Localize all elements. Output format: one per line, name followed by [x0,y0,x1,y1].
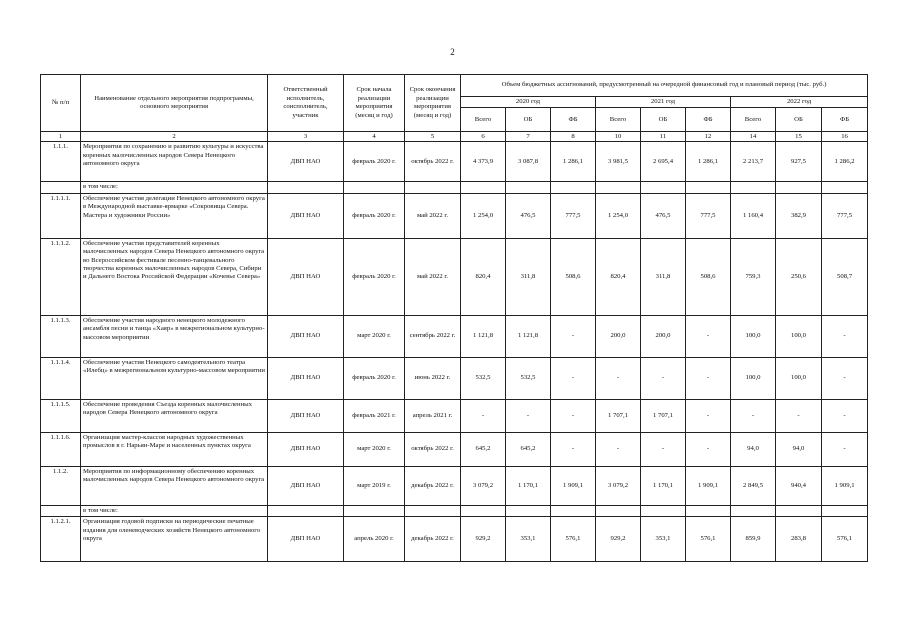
row-value: - [731,399,776,432]
row-responsible: ДВП НАО [268,357,344,399]
row-number: 1.1.1. [41,142,81,182]
note-empty-cell [551,505,596,516]
row-value: 100,0 [731,315,776,357]
header-fb: ФБ [686,108,731,132]
note-empty-cell [41,182,81,193]
row-end: декабрь 2022 г. [405,466,461,505]
note-empty-cell [822,182,868,193]
note-empty-cell [641,182,686,193]
row-responsible: ДВП НАО [268,238,344,315]
page-number: 2 [450,47,455,57]
row-value: 353,1 [641,517,686,562]
budget-table [40,74,868,562]
note-empty-cell [596,182,641,193]
row-end: сентябрь 2022 г. [405,315,461,357]
header-end: Срок окончания реализации мероприятия (месяц и год) [405,75,461,132]
row-value: 311,8 [641,238,686,315]
header-fb: ФБ [822,108,868,132]
row-start: апрель 2020 г. [344,517,405,562]
note-empty-cell [268,505,344,516]
row-value: 1 170,1 [641,466,686,505]
row-value: 476,5 [506,193,551,238]
row-end: апрель 2021 г. [405,399,461,432]
row-value: 532,5 [461,357,506,399]
note-empty-cell [686,505,731,516]
header-year-2020: 2020 год [461,97,596,108]
row-value: 2 213,7 [731,142,776,182]
header-num: № п/п [41,75,81,132]
row-value: - [641,357,686,399]
column-number: 2 [81,132,268,142]
row-value: 929,2 [596,517,641,562]
row-value: 250,6 [776,238,822,315]
note-empty-cell [344,505,405,516]
row-number: 1.1.1.3. [41,315,81,357]
note-empty-cell [596,505,641,516]
row-end: май 2022 г. [405,193,461,238]
row-value: - [596,357,641,399]
row-value: 1 909,1 [551,466,596,505]
row-value: 94,0 [731,432,776,466]
column-number: 6 [461,132,506,142]
header-total: Всего [596,108,641,132]
row-start: март 2020 г. [344,432,405,466]
row-value: 927,5 [776,142,822,182]
row-value: - [822,399,868,432]
row-value: 940,4 [776,466,822,505]
row-name: Обеспечение проведения Съезда коренных малочисленных народов Севера Ненецкого автономного округа [81,399,268,432]
row-value: 100,0 [731,357,776,399]
column-number: 7 [506,132,551,142]
row-name: Обеспечение участия Ненецкого самодеятельного театра «Илебц» в межрегиональном культурно-массовом мероприятии [81,357,268,399]
row-value: 508,6 [551,238,596,315]
row-start: февраль 2020 г. [344,357,405,399]
row-name: Организация мастер-классов народных художественных промыслов в г. Нарьян-Маре и населенных пунктах округа [81,432,268,466]
table-row [41,466,868,505]
row-number: 1.1.1.6. [41,432,81,466]
row-value: - [551,399,596,432]
row-value: - [776,399,822,432]
row-value: - [686,315,731,357]
row-value: 1 286,2 [822,142,868,182]
column-number: 4 [344,132,405,142]
row-end: май 2022 г. [405,238,461,315]
row-responsible: ДВП НАО [268,193,344,238]
row-value: 777,5 [822,193,868,238]
row-value: 820,4 [596,238,641,315]
column-number: 1 [41,132,81,142]
row-start: февраль 2021 г. [344,399,405,432]
row-value: 1 254,0 [461,193,506,238]
row-value: - [686,432,731,466]
header-total: Всего [731,108,776,132]
row-value: 1 707,1 [596,399,641,432]
row-value: 1 121,8 [461,315,506,357]
row-value: 508,7 [822,238,868,315]
note-empty-cell [551,182,596,193]
header-ob: ОБ [506,108,551,132]
header-budget: Объем бюджетных ассигнований, предусмотренный на очередной финансовый год и плановый период (тыс. руб.) [461,75,868,97]
column-number: 14 [731,132,776,142]
row-value: 3 087,8 [506,142,551,182]
row-start: март 2019 г. [344,466,405,505]
table-row [41,357,868,399]
row-end: октябрь 2022 г. [405,432,461,466]
row-value: - [461,399,506,432]
note-empty-cell [686,182,731,193]
row-value: - [686,399,731,432]
note-empty-cell [461,182,506,193]
row-value: 1 121,8 [506,315,551,357]
row-value: 1 909,1 [686,466,731,505]
column-number: 12 [686,132,731,142]
row-name: Мероприятия по сохранению и развитию культуры и искусства коренных малочисленных народов Севера Ненецкого автономного округа [81,142,268,182]
note-empty-cell [776,505,822,516]
row-value: - [822,357,868,399]
row-value: 283,8 [776,517,822,562]
row-value: 1 286,1 [686,142,731,182]
row-responsible: ДВП НАО [268,466,344,505]
row-value: 645,2 [506,432,551,466]
header-responsible: Ответственный исполнитель, соисполнитель, участник [268,75,344,132]
row-value: - [551,432,596,466]
row-number: 1.1.2.1. [41,517,81,562]
row-value: - [596,432,641,466]
row-responsible: ДВП НАО [268,399,344,432]
row-value: 576,1 [686,517,731,562]
note-empty-cell [506,505,551,516]
note-empty-cell [822,505,868,516]
row-responsible: ДВП НАО [268,517,344,562]
row-value: 1 170,1 [506,466,551,505]
row-start: февраль 2020 г. [344,142,405,182]
row-value: 2 849,5 [731,466,776,505]
note-empty-cell [506,182,551,193]
row-value: 1 707,1 [641,399,686,432]
table-note-row [41,505,868,516]
row-name: Обеспечение участия делегации Ненецкого автономного округа в Международной выставке-ярмарке «Сокровища Севера. Мастера и художники России» [81,193,268,238]
table-row [41,238,868,315]
row-value: 100,0 [776,357,822,399]
row-value: 1 909,1 [822,466,868,505]
column-number: 16 [822,132,868,142]
row-responsible: ДВП НАО [268,432,344,466]
note-empty-cell [41,505,81,516]
row-number: 1.1.1.4. [41,357,81,399]
header-name: Наименование отдельного мероприятия подпрограммы, основного мероприятия [81,75,268,132]
header-total: Всего [461,108,506,132]
row-value: 311,8 [506,238,551,315]
column-number: 3 [268,132,344,142]
column-number: 5 [405,132,461,142]
table-note-row [41,182,868,193]
row-value: 382,9 [776,193,822,238]
row-value: 1 286,1 [551,142,596,182]
row-name: Организация годовой подписки на периодические печатные издания для оленеводческих хозяйств Ненецкого автономного округа [81,517,268,562]
row-value: 353,1 [506,517,551,562]
note-text: в том числе: [81,182,268,193]
header-start: Срок начала реализации мероприятия (месяц и год) [344,75,405,132]
row-value: 94,0 [776,432,822,466]
row-value: 3 079,2 [461,466,506,505]
column-number: 10 [596,132,641,142]
row-value: 3 981,5 [596,142,641,182]
row-value: 4 373,9 [461,142,506,182]
row-start: февраль 2020 г. [344,238,405,315]
row-value: 929,2 [461,517,506,562]
row-name: Мероприятия по информационному обеспечению коренных малочисленных народов Севера Ненецкого автономного округа [81,466,268,505]
row-value: - [686,357,731,399]
row-start: февраль 2020 г. [344,193,405,238]
row-value: 576,1 [822,517,868,562]
row-end: декабрь 2022 г. [405,517,461,562]
row-number: 1.1.2. [41,466,81,505]
row-value: 1 254,0 [596,193,641,238]
column-number: 8 [551,132,596,142]
row-value: 3 079,2 [596,466,641,505]
row-value: 200,0 [596,315,641,357]
table-row [41,432,868,466]
row-value: 645,2 [461,432,506,466]
column-number: 15 [776,132,822,142]
row-value: 777,5 [686,193,731,238]
row-number: 1.1.1.2. [41,238,81,315]
row-value: 2 695,4 [641,142,686,182]
note-empty-cell [268,182,344,193]
note-empty-cell [344,182,405,193]
row-value: 820,4 [461,238,506,315]
header-ob: ОБ [776,108,822,132]
row-responsible: ДВП НАО [268,142,344,182]
row-value: - [506,399,551,432]
row-value: 100,0 [776,315,822,357]
header-ob: ОБ [641,108,686,132]
note-empty-cell [776,182,822,193]
table-body [41,142,868,562]
row-value: 532,5 [506,357,551,399]
row-value: - [641,432,686,466]
header-year-2022: 2022 год [731,97,868,108]
row-name: Обеспечение участия народного ненецкого молодежного ансамбля песни и танца «Хаяр» в межрегиональном культурно-массовом мероприятии [81,315,268,357]
table-row [41,142,868,182]
row-name: Обеспечение участия представителей коренных малочисленных народов Севера Ненецкого автономного округа во Всероссийском фестивале песенно-танцевального творчества коренных малочисленных народов Севера, Сибири и Дальнего Востока Российской Федерации «Кочевье Севера» [81,238,268,315]
note-empty-cell [405,505,461,516]
row-value: 777,5 [551,193,596,238]
header-year-2021: 2021 год [596,97,731,108]
row-start: март 2020 г. [344,315,405,357]
table-row [41,399,868,432]
table-row [41,193,868,238]
note-empty-cell [641,505,686,516]
note-empty-cell [405,182,461,193]
row-value: - [551,315,596,357]
row-responsible: ДВП НАО [268,315,344,357]
row-number: 1.1.1.5. [41,399,81,432]
row-value: - [822,432,868,466]
row-end: октябрь 2022 г. [405,142,461,182]
table-row [41,517,868,562]
note-empty-cell [461,505,506,516]
table-row [41,315,868,357]
row-value: 1 160,4 [731,193,776,238]
row-value: 576,1 [551,517,596,562]
row-value: 859,9 [731,517,776,562]
row-number: 1.1.1.1. [41,193,81,238]
header-fb: ФБ [551,108,596,132]
column-number-row [41,132,868,142]
row-value: - [551,357,596,399]
row-value: - [822,315,868,357]
row-end: июнь 2022 г. [405,357,461,399]
row-value: 508,6 [686,238,731,315]
row-value: 200,0 [641,315,686,357]
row-value: 759,3 [731,238,776,315]
row-value: 476,5 [641,193,686,238]
note-text: в том числе: [81,505,268,516]
column-number: 11 [641,132,686,142]
note-empty-cell [731,505,776,516]
note-empty-cell [731,182,776,193]
